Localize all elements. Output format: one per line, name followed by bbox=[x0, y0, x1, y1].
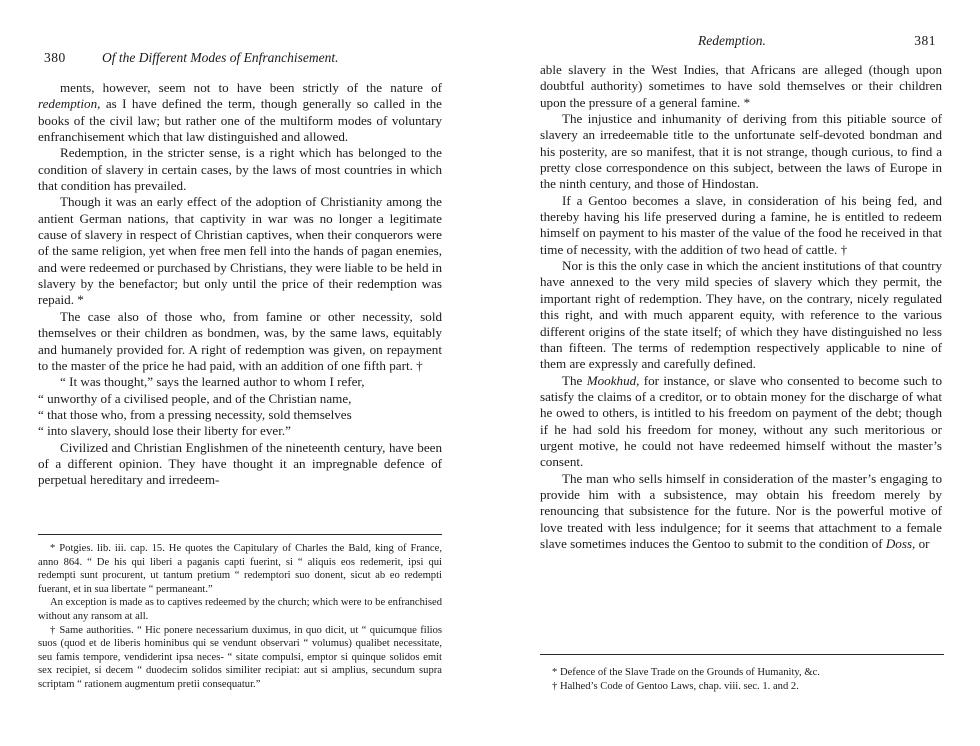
text-run: Civilized and Christian Englishmen of the nineteenth century, have been of a different opinion. They have thought it an impregnable defence of perpetual hereditary and irredeem- bbox=[38, 439, 442, 488]
body-paragraph bbox=[540, 471, 942, 553]
body-paragraph bbox=[38, 440, 442, 489]
body-paragraph bbox=[38, 423, 442, 439]
italic-text: Doss, bbox=[885, 535, 916, 551]
text-run: “ that those who, from a pressing necessity, sold themselves bbox=[38, 406, 352, 422]
body-paragraph bbox=[38, 145, 442, 194]
running-title-left: Of the Different Modes of Enfranchisement. bbox=[102, 50, 339, 65]
text-run: ments, however, seem not to have been strictly of the nature of bbox=[60, 80, 442, 95]
footnote: * Defence of the Slave Trade on the Grounds of Humanity, &c. bbox=[552, 667, 820, 678]
body-paragraph bbox=[38, 391, 442, 407]
text-run: If a Gentoo becomes a slave, in consideration of his being fed, and thereby having his life preserved during a famine, he is entitled to redeem himself on payment to his master of the value of the food he received in that time of necessity, with the addition of two head of cattle. † bbox=[540, 192, 942, 257]
body-paragraph bbox=[38, 80, 442, 145]
italic-text: redemption, bbox=[38, 96, 101, 112]
body-paragraph bbox=[38, 407, 442, 423]
text-run: for instance, or slave who consented to become such to satisfy the claims of a creditor, or to obtain money for the discharge of what he owed to others, is intitled to his freedom on payment of the debt; though if he had sold his freedom for money, without any such meritorious or urgent motive, he could not have redeemed himself without the master’s consent. bbox=[540, 372, 942, 470]
text-run: or bbox=[915, 535, 930, 551]
text-run: Redemption, in the stricter sense, is a right which has belonged to the condition of slavery in certain cases, by the laws of most countries in which that condition has prevailed. bbox=[38, 145, 442, 194]
footnote: † Same authorities. “ Hic ponere necessarium duximus, in quo dicit, ut “ quicumque filios suos (quod et de liberis hominibus qui se vendunt observari “ volumus) qualibet necessitate, seu famis tempore, vendiderint ipsa neces- “ sitate compulsi, emptor si quinque solidos emit sex recipiet, si decem “ duodecim solidos similiter recipiat: aut si amplius, secundum supra scriptam “ rationem augmentum pretii consequatur.” bbox=[38, 624, 442, 690]
body-paragraph bbox=[38, 309, 442, 374]
text-run: as I have defined the term, though generally so called in the books of the civil law; but rather one of the multiform modes of voluntary enfranchisement which that law distinguished and allowed. bbox=[38, 96, 442, 145]
italic-text: Mookhud, bbox=[586, 372, 640, 388]
text-run: The case also of those who, from famine or other necessity, sold themselves or their children as bondmen, was, by the same laws, equitably and humanely provided for. A right of redemption was given, on repayment to the master of the price he had paid, with an addition of one fifth part. † bbox=[38, 308, 442, 373]
footnote: † Halhed’s Code of Gentoo Laws, chap. viii. sec. 1. and 2. bbox=[552, 680, 799, 692]
footnote-rule-right bbox=[540, 654, 944, 655]
page-number-left: 380 bbox=[44, 50, 66, 65]
right-footnotes bbox=[540, 666, 942, 693]
text-run: The injustice and inhumanity of deriving from this pitiable source of slavery an irredeemable title to the unfortunate self-devoted bondman and his posterity, are so manifest, that it is not strange, though curious, to find a pretty close correspondence on this subject, between the laws of Europe in the ninth century, and those of Hindostan. bbox=[540, 111, 942, 192]
body-paragraph bbox=[540, 111, 942, 193]
text-run: “ It was thought,” says the learned author to whom I refer, bbox=[60, 374, 365, 390]
page-number-right: 381 bbox=[914, 33, 936, 48]
text-run: The man who sells himself in consideration of the master’s engaging to provide him with a subsistence, may obtain his freedom merely by renouncing that subsistence for the future. Nor is the powerful motive of love treated with less indulgence; for it seems that attachment to a female slave sometimes induces the Gentoo to submit to the condition of bbox=[540, 470, 942, 551]
body-paragraph bbox=[38, 194, 442, 308]
body-paragraph bbox=[38, 374, 442, 390]
left-page-header bbox=[38, 50, 442, 70]
body-paragraph bbox=[540, 62, 942, 111]
body-paragraph bbox=[540, 193, 942, 258]
right-page bbox=[540, 0, 942, 746]
text-run: Though it was an early effect of the adoption of Christianity among the antient German nations, that captivity in war was no longer a legitimate cause of slavery in respect of Christian captives, when their conquerors were of the same religion, yet when free men fell into the hands of pagan enemies, and were redeemed or purchased by Christians, they were liable to be held in slavery by the benefactor; but only until the price of their redemption was repaid. * bbox=[38, 194, 442, 308]
body-paragraph bbox=[540, 258, 942, 372]
right-page-header bbox=[540, 33, 942, 53]
text-run: Nor is this the only case in which the ancient institutions of that country have annexed to the very mild species of slavery which they permit, the important right of redemption. They have, on the contrary, nicely regulated this right, and with much apparent equity, with reference to the various different origins of the state itself; of which they have distinguished no less than fifteen. The terms of redemption respectively applicable to nine of them are expressly and carefully defined. bbox=[540, 258, 942, 372]
running-title-right: Redemption. bbox=[698, 33, 766, 48]
left-footnotes bbox=[38, 542, 442, 692]
footnote: An exception is made as to captives redeemed by the church; which were to be enfranchised without any ransom at all. bbox=[38, 597, 442, 622]
right-body-text bbox=[540, 62, 942, 552]
text-run: The bbox=[562, 372, 587, 388]
text-run: “ into slavery, should lose their liberty for ever.” bbox=[38, 423, 291, 439]
left-page bbox=[38, 0, 442, 746]
footnote-rule-left bbox=[38, 534, 442, 535]
text-run: “ unworthy of a civilised people, and of the Christian name, bbox=[38, 390, 352, 406]
left-body-text bbox=[38, 80, 442, 489]
body-paragraph bbox=[540, 373, 942, 471]
footnote: * Potgies. lib. iii. cap. 15. He quotes the Capitulary of Charles the Bald, king of France, anno 864. “ De his qui liberi a paganis capti fuerint, si “ aliquis eos redemerit, ipsi qui redempti sunt procurent, ut tantum pretium “ redemptori suo donent, sicut ab eo redempti fuerant, et in sua libertate “ permaneant.” bbox=[38, 543, 442, 595]
text-run: able slavery in the West Indies, that Africans are alleged (though upon doubtful authority) sometimes to have sold themselves or their children upon the pressure of a general famine. * bbox=[540, 62, 942, 110]
